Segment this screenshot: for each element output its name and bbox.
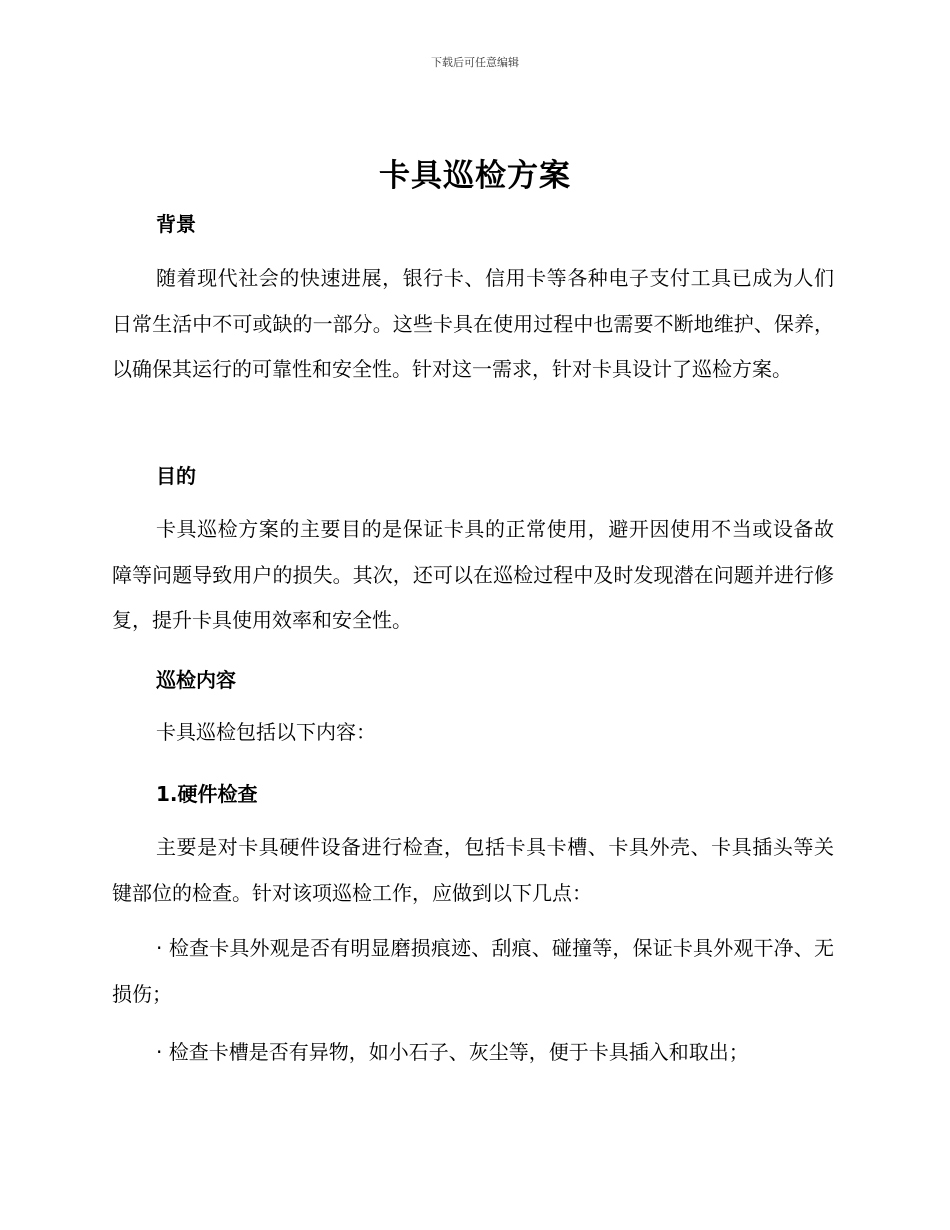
paragraph-content-intro: 卡具巡检包括以下内容： (156, 720, 376, 744)
section-heading-purpose: 目的 (156, 464, 196, 488)
document-title: 卡具巡检方案 (379, 158, 571, 194)
paragraph-background: 随着现代社会的快速进展，银行卡、信用卡等各种电子支付工具已成为人们日常生活中不可或缺的一部分。这些卡具在使用过程中也需要不断地维护、保养，以确保其运行的可靠性和安全性。针对这一需求，针对卡具设计了巡检方案。 (112, 266, 834, 381)
paragraph-purpose: 卡具巡检方案的主要目的是保证卡具的正常使用，避开因使用不当或设备故障等问题导致用户的损失。其次，还可以在巡检过程中及时发现潜在问题并进行修复，提升卡具使用效率和安全性。 (112, 517, 834, 632)
section-heading-background: 背景 (156, 212, 196, 236)
bullet-item: · 检查卡具外观是否有明显磨损痕迹、刮痕、碰撞等，保证卡具外观干净、无损伤； (112, 936, 834, 1006)
paragraph-hardware: 主要是对卡具硬件设备进行检查，包括卡具卡槽、卡具外壳、卡具插头等关键部位的检查。针对该项巡检工作，应做到以下几点： (112, 835, 834, 905)
section-heading-hardware: 1.硬件检查 (156, 782, 258, 806)
section-heading-content: 巡检内容 (156, 668, 236, 692)
header-note: 下载后可任意编辑 (431, 56, 519, 69)
bullet-item: · 检查卡槽是否有异物，如小石子、灰尘等，便于卡具插入和取出； (156, 1040, 749, 1064)
